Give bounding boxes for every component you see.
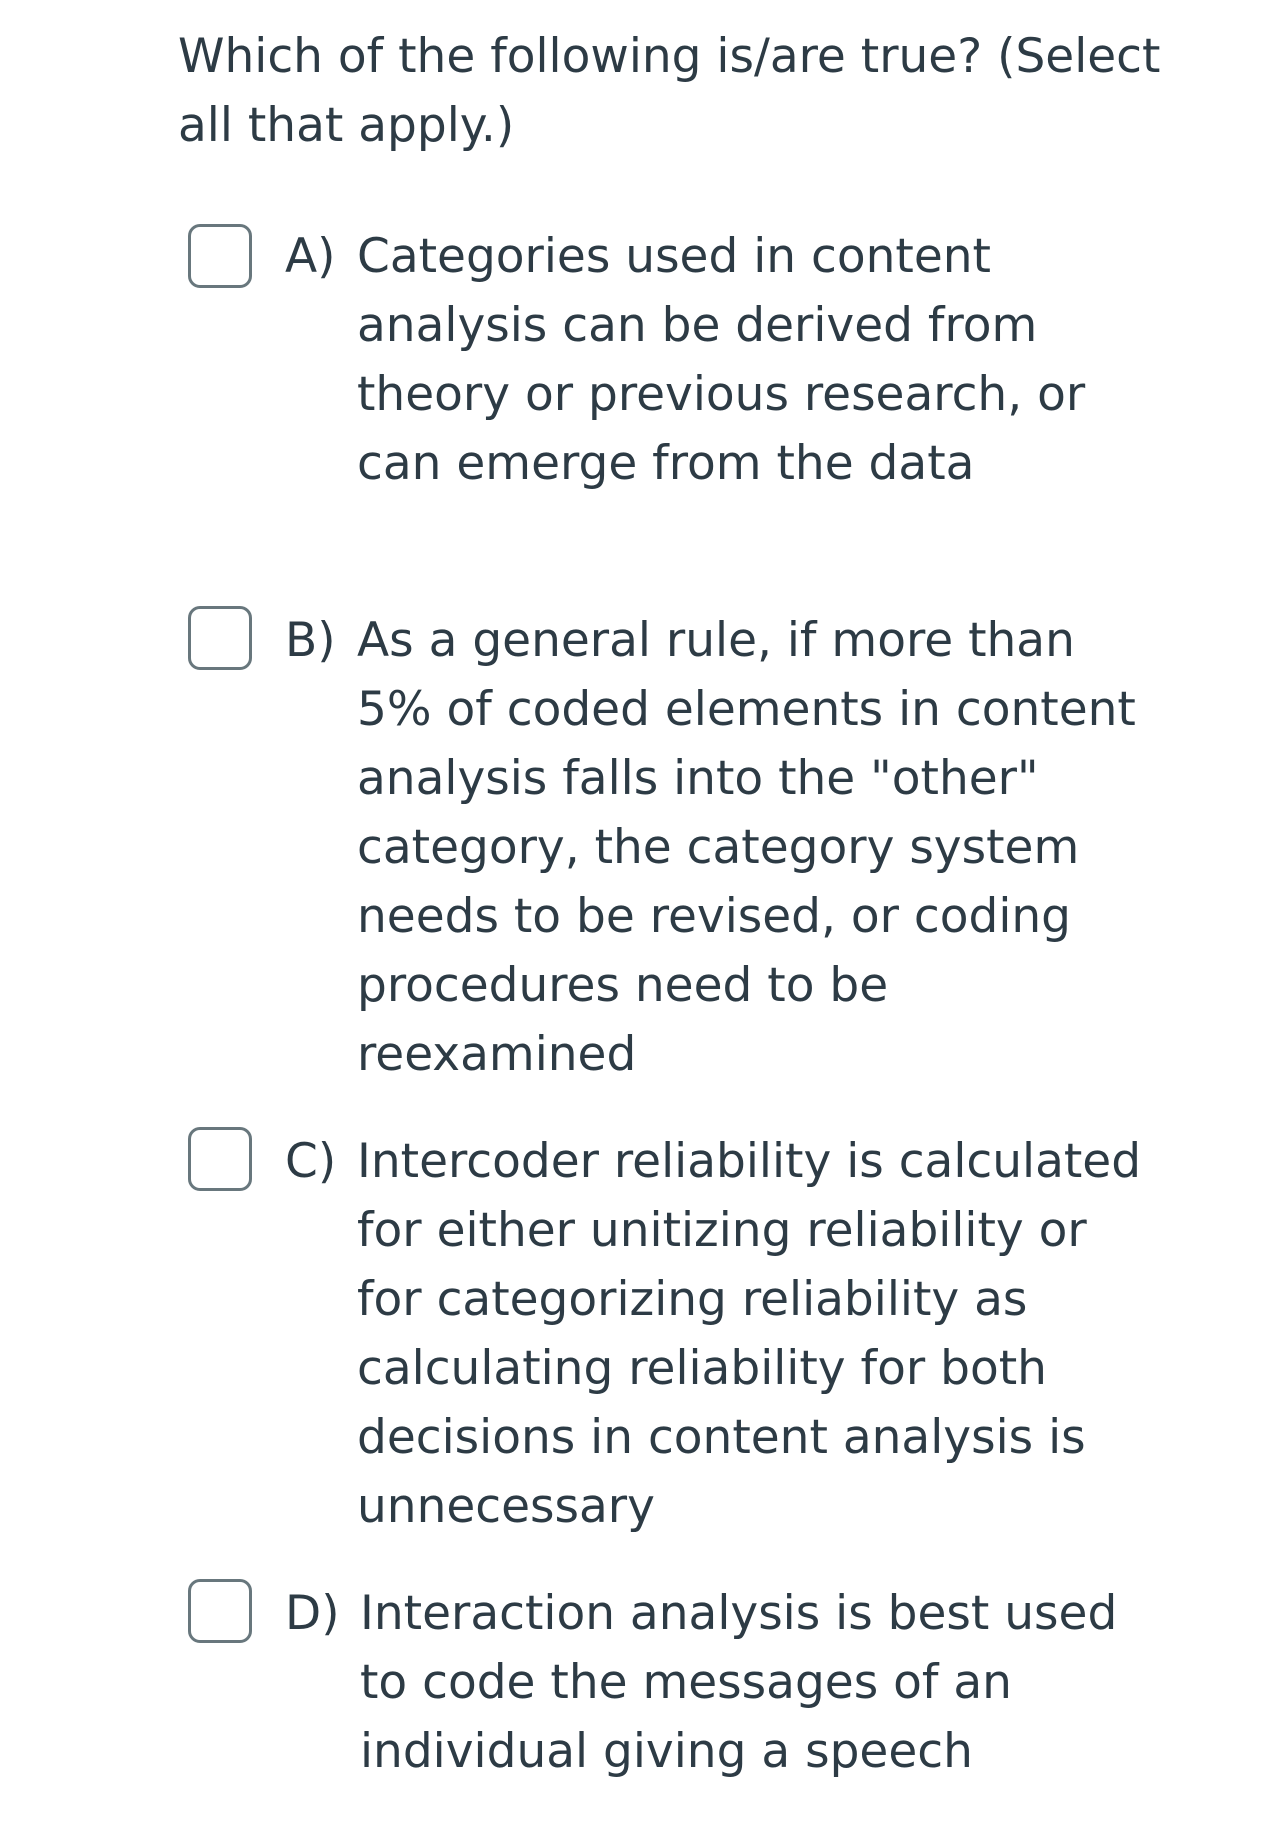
option-d-text: Interaction analysis is best used to code the messages of an individual giving a speech [360, 1586, 1118, 1779]
option-c-letter: C) [285, 1134, 337, 1189]
question-prompt: Which of the following is/are true? (Select all that apply.) [178, 29, 1161, 153]
checkbox-option-a[interactable] [188, 224, 252, 288]
option-b-letter: B) [285, 613, 336, 668]
option-c-text: Intercoder reliability is calculated for either unitizing reliability or for categorizing reliability as calculating reliability for both decisions in content analysis is unnecessary [357, 1134, 1142, 1534]
checkbox-option-c[interactable] [188, 1127, 252, 1191]
checkbox-option-b[interactable] [188, 606, 252, 670]
option-d-letter: D) [285, 1586, 340, 1641]
option-a-letter: A) [285, 229, 336, 284]
option-a-text: Categories used in content analysis can be derived from theory or previous research, or can emerge from the data [357, 229, 1086, 491]
checkbox-option-d[interactable] [188, 1579, 252, 1643]
option-b-text: As a general rule, if more than 5% of coded elements in content analysis falls into the "other" category, the category system needs to be revised, or coding procedures need to be reexamined [357, 613, 1136, 1082]
